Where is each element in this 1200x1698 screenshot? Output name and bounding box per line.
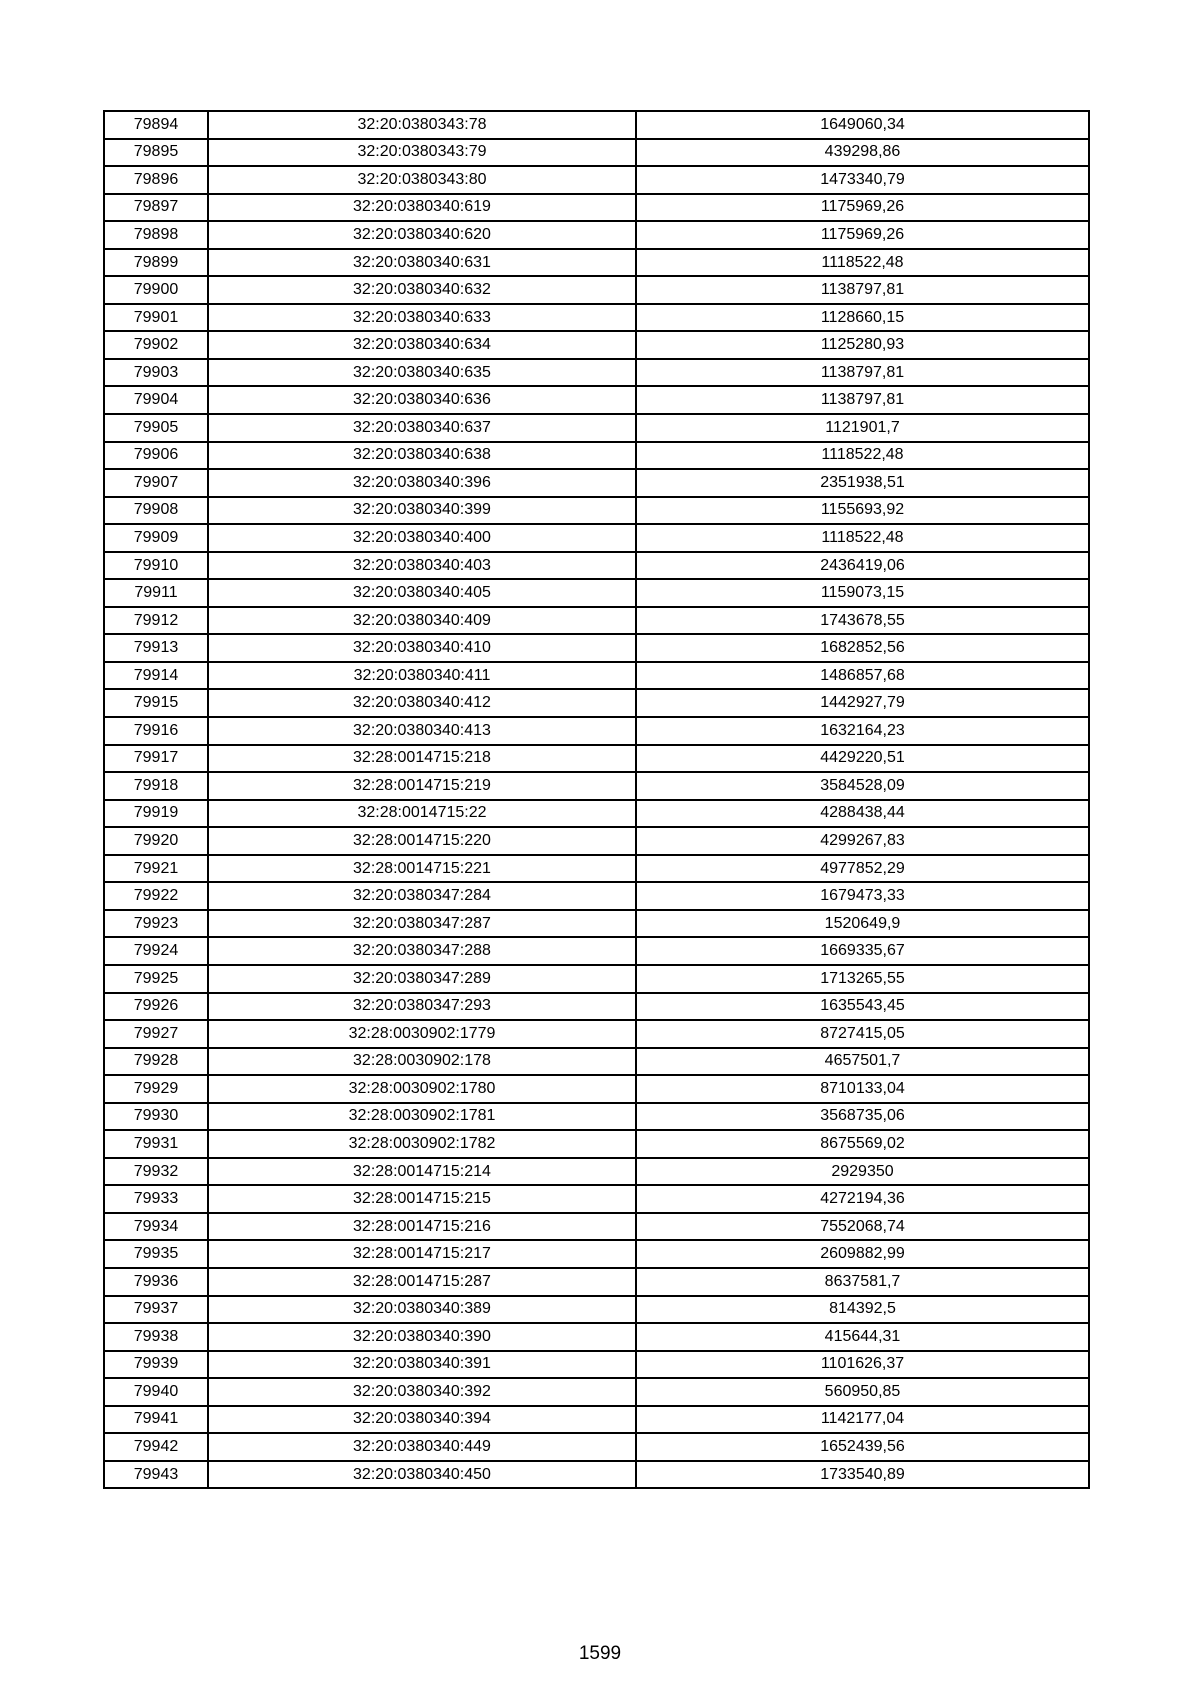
value-cell: 4657501,7 (636, 1048, 1089, 1076)
table-row (104, 1351, 1089, 1379)
row-number-cell: 79921 (104, 855, 208, 883)
row-number-cell: 79901 (104, 304, 208, 332)
row-number-cell: 79930 (104, 1103, 208, 1131)
row-number-cell: 79918 (104, 772, 208, 800)
value-cell: 1128660,15 (636, 304, 1089, 332)
cadastral-number-cell: 32:20:0380340:449 (208, 1433, 636, 1461)
row-number-cell: 79938 (104, 1323, 208, 1351)
table-row (104, 194, 1089, 222)
value-cell: 1121901,7 (636, 414, 1089, 442)
value-cell: 2436419,06 (636, 552, 1089, 580)
value-cell: 1486857,68 (636, 662, 1089, 690)
cadastral-number-cell: 32:20:0380340:411 (208, 662, 636, 690)
value-cell: 1652439,56 (636, 1433, 1089, 1461)
table-row (104, 965, 1089, 993)
cadastral-number-cell: 32:28:0014715:218 (208, 745, 636, 773)
row-number-cell: 79916 (104, 717, 208, 745)
row-number-cell: 79920 (104, 827, 208, 855)
table-row (104, 937, 1089, 965)
value-cell: 1138797,81 (636, 386, 1089, 414)
value-cell: 4429220,51 (636, 745, 1089, 773)
table-row (104, 1048, 1089, 1076)
table-row (104, 139, 1089, 167)
cadastral-number-cell: 32:20:0380340:405 (208, 579, 636, 607)
cadastral-number-cell: 32:20:0380347:288 (208, 937, 636, 965)
table-row (104, 1461, 1089, 1489)
table-row (104, 249, 1089, 277)
cadastral-number-cell: 32:20:0380340:637 (208, 414, 636, 442)
row-number-cell: 79896 (104, 166, 208, 194)
value-cell: 1649060,34 (636, 111, 1089, 139)
cadastral-number-cell: 32:20:0380340:619 (208, 194, 636, 222)
table-row (104, 469, 1089, 497)
row-number-cell: 79942 (104, 1433, 208, 1461)
table-row (104, 607, 1089, 635)
row-number-cell: 79906 (104, 442, 208, 470)
table-row (104, 717, 1089, 745)
row-number-cell: 79903 (104, 359, 208, 387)
row-number-cell: 79943 (104, 1461, 208, 1489)
cadastral-number-cell: 32:28:0030902:178 (208, 1048, 636, 1076)
cadastral-number-cell: 32:20:0380340:413 (208, 717, 636, 745)
row-number-cell: 79934 (104, 1213, 208, 1241)
table-row (104, 497, 1089, 525)
row-number-cell: 79904 (104, 386, 208, 414)
table-row (104, 910, 1089, 938)
row-number-cell: 79902 (104, 331, 208, 359)
cadastral-number-cell: 32:20:0380343:80 (208, 166, 636, 194)
cadastral-number-cell: 32:20:0380340:390 (208, 1323, 636, 1351)
row-number-cell: 79923 (104, 910, 208, 938)
table-row (104, 855, 1089, 883)
cadastral-number-cell: 32:28:0014715:22 (208, 800, 636, 828)
row-number-cell: 79898 (104, 221, 208, 249)
table-row (104, 1130, 1089, 1158)
value-cell: 8637581,7 (636, 1268, 1089, 1296)
value-cell: 8710133,04 (636, 1075, 1089, 1103)
table-row (104, 882, 1089, 910)
cadastral-number-cell: 32:28:0014715:221 (208, 855, 636, 883)
value-cell: 1101626,37 (636, 1351, 1089, 1379)
cadastral-number-cell: 32:20:0380340:620 (208, 221, 636, 249)
row-number-cell: 79935 (104, 1240, 208, 1268)
row-number-cell: 79928 (104, 1048, 208, 1076)
value-cell: 1743678,55 (636, 607, 1089, 635)
table-row (104, 993, 1089, 1021)
table-row (104, 745, 1089, 773)
table-row (104, 1185, 1089, 1213)
cadastral-number-cell: 32:20:0380340:399 (208, 497, 636, 525)
table-row (104, 1296, 1089, 1324)
cadastral-number-cell: 32:28:0014715:216 (208, 1213, 636, 1241)
value-cell: 4299267,83 (636, 827, 1089, 855)
cadastral-number-cell: 32:28:0014715:219 (208, 772, 636, 800)
value-cell: 1138797,81 (636, 276, 1089, 304)
value-cell: 2351938,51 (636, 469, 1089, 497)
table-row (104, 1020, 1089, 1048)
row-number-cell: 79927 (104, 1020, 208, 1048)
table-row (104, 1268, 1089, 1296)
cadastral-number-cell: 32:20:0380340:635 (208, 359, 636, 387)
row-number-cell: 79932 (104, 1158, 208, 1186)
table-row (104, 359, 1089, 387)
value-cell: 7552068,74 (636, 1213, 1089, 1241)
row-number-cell: 79941 (104, 1406, 208, 1434)
table-row (104, 221, 1089, 249)
value-cell: 1118522,48 (636, 249, 1089, 277)
table-row (104, 1103, 1089, 1131)
row-number-cell: 79937 (104, 1296, 208, 1324)
table-row (104, 772, 1089, 800)
cadastral-number-cell: 32:20:0380340:392 (208, 1378, 636, 1406)
row-number-cell: 79907 (104, 469, 208, 497)
row-number-cell: 79913 (104, 634, 208, 662)
row-number-cell: 79912 (104, 607, 208, 635)
value-cell: 1520649,9 (636, 910, 1089, 938)
row-number-cell: 79924 (104, 937, 208, 965)
row-number-cell: 79931 (104, 1130, 208, 1158)
table-row (104, 689, 1089, 717)
table-row (104, 386, 1089, 414)
cadastral-number-cell: 32:20:0380340:396 (208, 469, 636, 497)
value-cell: 1442927,79 (636, 689, 1089, 717)
cadastral-number-cell: 32:20:0380340:391 (208, 1351, 636, 1379)
table-row (104, 662, 1089, 690)
table-row (104, 1075, 1089, 1103)
cadastral-number-cell: 32:20:0380340:412 (208, 689, 636, 717)
value-cell: 2929350 (636, 1158, 1089, 1186)
cadastral-number-cell: 32:28:0014715:215 (208, 1185, 636, 1213)
table-row (104, 524, 1089, 552)
value-cell: 1679473,33 (636, 882, 1089, 910)
value-cell: 1159073,15 (636, 579, 1089, 607)
cadastral-number-cell: 32:20:0380340:632 (208, 276, 636, 304)
value-cell: 4977852,29 (636, 855, 1089, 883)
row-number-cell: 79895 (104, 139, 208, 167)
row-number-cell: 79900 (104, 276, 208, 304)
table-row (104, 414, 1089, 442)
value-cell: 1175969,26 (636, 194, 1089, 222)
cadastral-number-cell: 32:20:0380340:410 (208, 634, 636, 662)
row-number-cell: 79933 (104, 1185, 208, 1213)
cadastral-number-cell: 32:28:0030902:1780 (208, 1075, 636, 1103)
table-row (104, 1378, 1089, 1406)
cadastral-number-cell: 32:28:0030902:1782 (208, 1130, 636, 1158)
value-cell: 4272194,36 (636, 1185, 1089, 1213)
value-cell: 1733540,89 (636, 1461, 1089, 1489)
row-number-cell: 79917 (104, 745, 208, 773)
table-row (104, 552, 1089, 580)
table-row (104, 331, 1089, 359)
row-number-cell: 79919 (104, 800, 208, 828)
row-number-cell: 79940 (104, 1378, 208, 1406)
value-cell: 2609882,99 (636, 1240, 1089, 1268)
table-row (104, 1213, 1089, 1241)
cadastral-number-cell: 32:20:0380343:78 (208, 111, 636, 139)
value-cell: 415644,31 (636, 1323, 1089, 1351)
table-row (104, 442, 1089, 470)
value-cell: 1632164,23 (636, 717, 1089, 745)
row-number-cell: 79905 (104, 414, 208, 442)
table-row (104, 276, 1089, 304)
value-cell: 1713265,55 (636, 965, 1089, 993)
cadastral-number-cell: 32:20:0380340:389 (208, 1296, 636, 1324)
row-number-cell: 79894 (104, 111, 208, 139)
page-number: 1599 (578, 1643, 622, 1664)
value-cell: 560950,85 (636, 1378, 1089, 1406)
value-cell: 3568735,06 (636, 1103, 1089, 1131)
table-row (104, 827, 1089, 855)
table-body (104, 111, 1089, 1488)
cadastral-number-cell: 32:20:0380340:394 (208, 1406, 636, 1434)
table-row (104, 634, 1089, 662)
value-cell: 814392,5 (636, 1296, 1089, 1324)
cadastral-number-cell: 32:28:0014715:217 (208, 1240, 636, 1268)
cadastral-number-cell: 32:20:0380343:79 (208, 139, 636, 167)
value-cell: 1635543,45 (636, 993, 1089, 1021)
cadastral-number-cell: 32:20:0380347:293 (208, 993, 636, 1021)
row-number-cell: 79908 (104, 497, 208, 525)
cadastral-number-cell: 32:20:0380340:633 (208, 304, 636, 332)
table-row (104, 1406, 1089, 1434)
row-number-cell: 79915 (104, 689, 208, 717)
table-row (104, 1240, 1089, 1268)
cadastral-number-cell: 32:20:0380347:287 (208, 910, 636, 938)
row-number-cell: 79926 (104, 993, 208, 1021)
value-cell: 4288438,44 (636, 800, 1089, 828)
table-row (104, 1158, 1089, 1186)
table-row (104, 1433, 1089, 1461)
cadastral-number-cell: 32:28:0030902:1779 (208, 1020, 636, 1048)
cadastral-number-cell: 32:28:0014715:220 (208, 827, 636, 855)
cadastral-number-cell: 32:20:0380347:284 (208, 882, 636, 910)
registry-table (103, 110, 1090, 1489)
cadastral-number-cell: 32:20:0380340:450 (208, 1461, 636, 1489)
row-number-cell: 79925 (104, 965, 208, 993)
cadastral-number-cell: 32:20:0380347:289 (208, 965, 636, 993)
table-row (104, 579, 1089, 607)
cadastral-number-cell: 32:20:0380340:409 (208, 607, 636, 635)
row-number-cell: 79929 (104, 1075, 208, 1103)
row-number-cell: 79939 (104, 1351, 208, 1379)
value-cell: 1175969,26 (636, 221, 1089, 249)
value-cell: 8727415,05 (636, 1020, 1089, 1048)
cadastral-number-cell: 32:20:0380340:631 (208, 249, 636, 277)
value-cell: 1138797,81 (636, 359, 1089, 387)
row-number-cell: 79914 (104, 662, 208, 690)
cadastral-number-cell: 32:20:0380340:400 (208, 524, 636, 552)
cadastral-number-cell: 32:28:0030902:1781 (208, 1103, 636, 1131)
value-cell: 1473340,79 (636, 166, 1089, 194)
value-cell: 1682852,56 (636, 634, 1089, 662)
cadastral-number-cell: 32:20:0380340:636 (208, 386, 636, 414)
row-number-cell: 79922 (104, 882, 208, 910)
table-row (104, 111, 1089, 139)
row-number-cell: 79897 (104, 194, 208, 222)
value-cell: 1125280,93 (636, 331, 1089, 359)
value-cell: 439298,86 (636, 139, 1089, 167)
value-cell: 1118522,48 (636, 524, 1089, 552)
value-cell: 3584528,09 (636, 772, 1089, 800)
value-cell: 1669335,67 (636, 937, 1089, 965)
cadastral-number-cell: 32:20:0380340:634 (208, 331, 636, 359)
row-number-cell: 79909 (104, 524, 208, 552)
cadastral-number-cell: 32:28:0014715:214 (208, 1158, 636, 1186)
value-cell: 8675569,02 (636, 1130, 1089, 1158)
cadastral-number-cell: 32:28:0014715:287 (208, 1268, 636, 1296)
table-row (104, 800, 1089, 828)
row-number-cell: 79911 (104, 579, 208, 607)
value-cell: 1118522,48 (636, 442, 1089, 470)
cadastral-number-cell: 32:20:0380340:638 (208, 442, 636, 470)
value-cell: 1142177,04 (636, 1406, 1089, 1434)
row-number-cell: 79936 (104, 1268, 208, 1296)
table-row (104, 166, 1089, 194)
value-cell: 1155693,92 (636, 497, 1089, 525)
cadastral-number-cell: 32:20:0380340:403 (208, 552, 636, 580)
table-row (104, 1323, 1089, 1351)
row-number-cell: 79910 (104, 552, 208, 580)
row-number-cell: 79899 (104, 249, 208, 277)
table-row (104, 304, 1089, 332)
